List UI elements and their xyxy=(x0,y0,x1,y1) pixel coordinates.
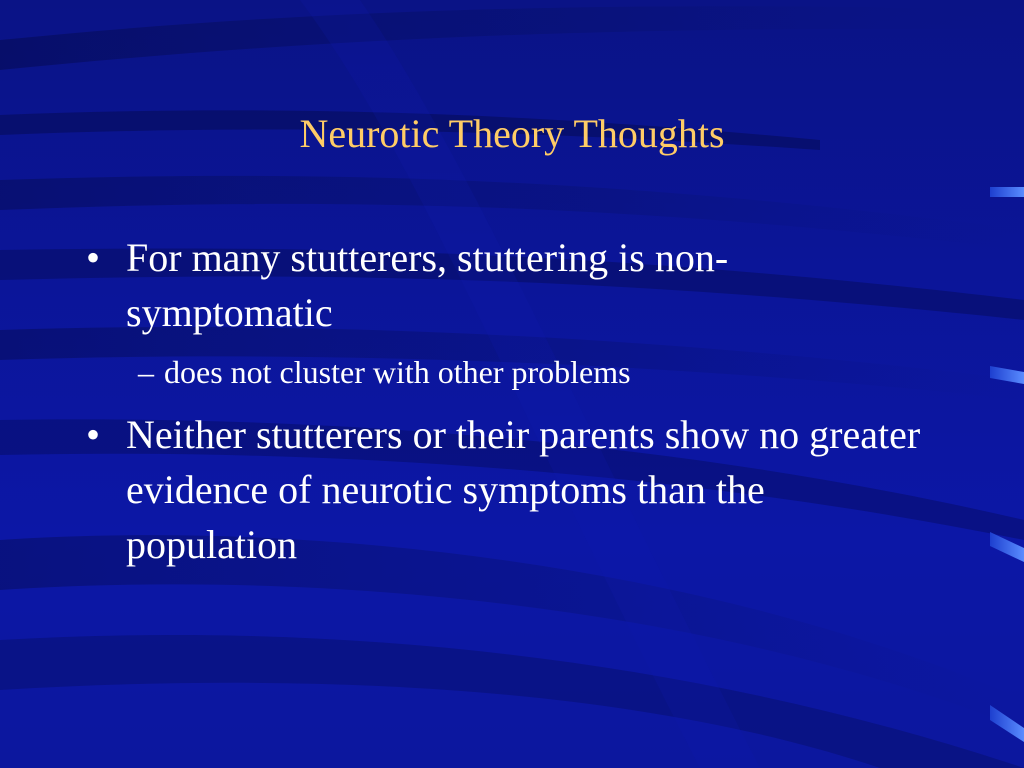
sub-bullet-text: does not cluster with other problems xyxy=(164,354,631,390)
accent-stripe-1 xyxy=(990,187,1024,197)
bullet-text: For many stutterers, stuttering is non-symptomatic xyxy=(126,235,729,335)
sub-bullet-marker: – xyxy=(138,354,154,390)
sub-bullet-item xyxy=(138,352,838,392)
bullet-marker: • xyxy=(86,412,101,457)
bullet-text: Neither stutterers or their parents show no greater evidence of neurotic symptoms than the population xyxy=(126,412,921,567)
bullet-marker: • xyxy=(86,235,101,280)
slide-title: Neurotic Theory Thoughts xyxy=(299,111,725,156)
